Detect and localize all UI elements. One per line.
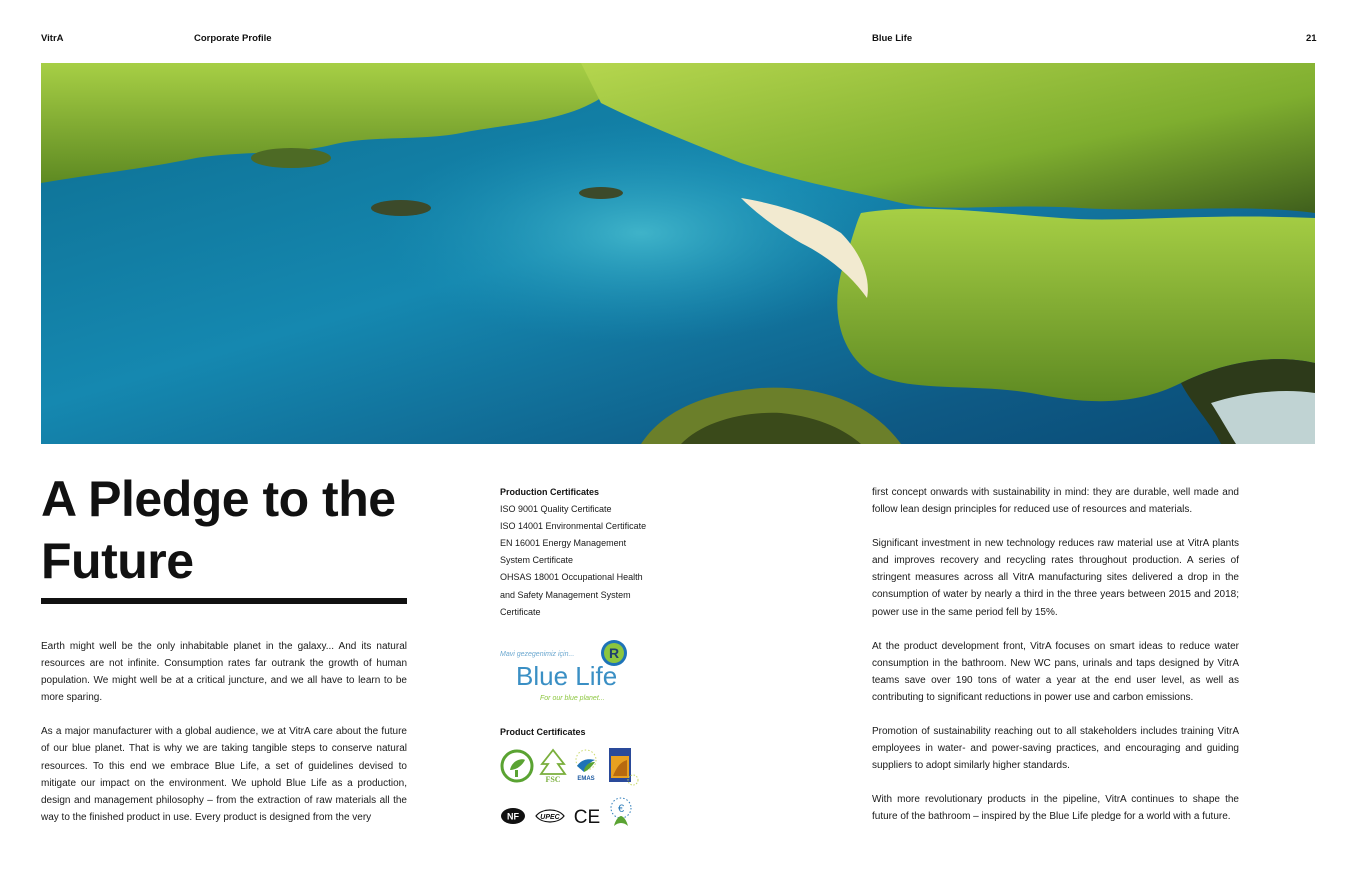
ce-label: CE xyxy=(574,807,601,828)
production-certificate-item: ISO 14001 Environmental Certificate xyxy=(500,521,647,532)
production-certificate-item: Certificate xyxy=(500,606,541,617)
emas-label: EMAS xyxy=(577,776,595,782)
nf-label: NF xyxy=(507,811,519,822)
right-paragraph-2: Significant investment in new technology reduces raw material use at VitrA plants and improves recovery and recycling rates throughout production. A series of stringent measures across all VitrA manufacturing sites delivered a drop in the consumption of water by nearly a third in the three years between 2015 and 2018; power use in the same period fell by 15%. xyxy=(872,538,1239,618)
right-paragraph-3: At the product development front, VitrA focuses on smart ideas to reduce water consumption in the bathroom. New WC pans, urinals and taps designed by VitrA teams save over 190 tons of water a year at the end user level, as well as contributing to significant reductions in power use and carbon emissions. xyxy=(872,640,1239,703)
left-column xyxy=(41,638,407,826)
right-paragraph-5: With more revolutionary products in the pipeline, VitrA continues to shape the future of the bathroom – inspired by the Blue Life pledge for a world with a future. xyxy=(872,794,1239,823)
blue-life-mark: R xyxy=(608,645,620,661)
blue-life-tagline-top: Mavi gezegenimiz için... xyxy=(500,651,575,658)
fsc-tree-icon xyxy=(538,748,568,789)
chapter-label: Blue Life xyxy=(872,33,913,44)
page-title xyxy=(41,468,441,592)
production-certificates-heading: Production Certificates xyxy=(500,487,600,497)
production-certificates xyxy=(500,484,670,621)
title-line-1: A Pledge to the xyxy=(41,471,396,527)
production-certificate-item: ISO 9001 Quality Certificate xyxy=(500,504,612,515)
right-paragraph-1: first concept onwards with sustainability in mind: they are durable, well made and follow lean design principles for reduced use of resources and materials. xyxy=(872,487,1239,516)
blue-life-name: Blue Life xyxy=(516,661,618,691)
production-certificate-item: System Certificate xyxy=(500,555,574,566)
brand-label: VitrA xyxy=(41,33,64,44)
product-certificates-heading: Product Certificates xyxy=(500,727,586,737)
right-paragraph-4: Promotion of sustainability reaching out to all stakeholders includes training VitrA employees in water- and power-saving practices, and encouraging and guiding suppliers to adopt similarly higher standards. xyxy=(872,726,1239,772)
left-paragraph-2: As a major manufacturer with a global audience, we at VitrA care about the future of our blue planet. That is why we are taking tangible steps to conserve natural resources. To this end we embrace Blue Life, a set of guidelines devised to mitigate our impact on the environment. We uphold Blue Life as a production, design and management philosophy – from the extraction of raw materials all the way to the finished product in use. Every product is designed from the very xyxy=(41,726,407,823)
blue-life-logo xyxy=(500,638,632,704)
upec-icon xyxy=(534,806,566,831)
eu-ecolabel-icon xyxy=(606,796,636,835)
title-divider xyxy=(41,598,407,604)
right-column xyxy=(872,484,1239,826)
production-certificate-item: EN 16001 Energy Management xyxy=(500,538,627,549)
ecolabel-euro: € xyxy=(617,803,625,815)
green-label-icon xyxy=(500,748,534,789)
blue-life-tagline-bottom: For our blue planet... xyxy=(540,695,605,702)
blue-angel-book-icon xyxy=(607,746,639,793)
production-certificate-item: and Safety Management System xyxy=(500,589,631,600)
ce-mark-icon xyxy=(574,804,602,833)
page-number: 21 xyxy=(1306,33,1317,44)
section-label: Corporate Profile xyxy=(194,33,272,44)
fsc-label: FSC xyxy=(545,775,561,784)
left-paragraph-1: Earth might well be the only inhabitable planet in the galaxy... And its natural resources are not infinite. Consumption rates far outrank the growth of human population. We might well be at a critical juncture, and we all have to learn to be more sparing. xyxy=(41,641,407,704)
nf-icon xyxy=(500,806,528,831)
production-certificate-item: OHSAS 18001 Occupational Health xyxy=(500,572,643,583)
title-line-2: Future xyxy=(41,533,194,589)
emas-icon xyxy=(572,748,600,789)
upec-label: UPEC xyxy=(540,814,560,821)
coastal-bay-photo xyxy=(41,63,1315,444)
